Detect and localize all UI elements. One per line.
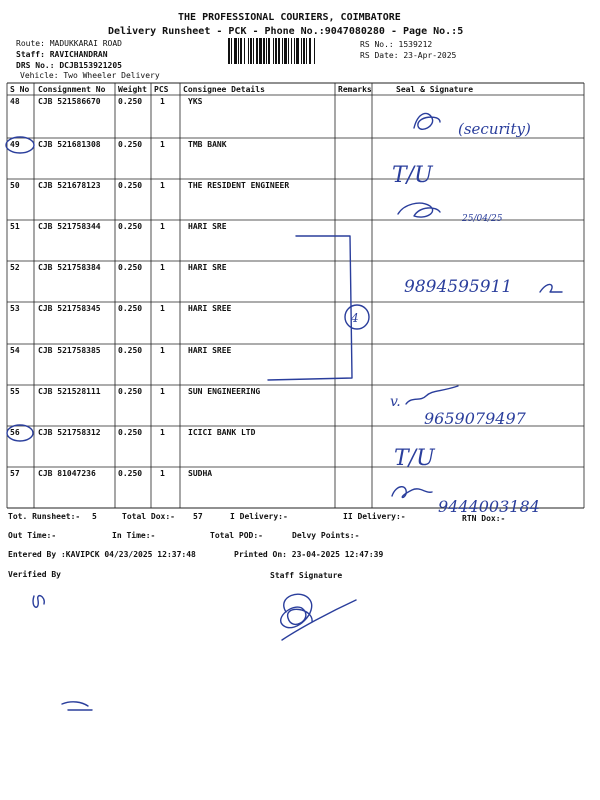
row-pcs: 1 bbox=[160, 222, 165, 231]
row-sno: 50 bbox=[10, 181, 20, 190]
row-pcs: 1 bbox=[160, 304, 165, 313]
row-weight: 0.250 bbox=[118, 263, 143, 272]
tot-runsheet-label: Tot. Runsheet:- bbox=[8, 512, 81, 521]
row-consignment-no: CJB 81047236 bbox=[38, 469, 96, 478]
row-consignment-no: CJB 521678123 bbox=[38, 181, 101, 190]
out-time: Out Time:- bbox=[8, 531, 57, 540]
row-consignee: SUDHA bbox=[188, 469, 213, 478]
row-sno: 48 bbox=[10, 97, 20, 106]
row-consignment-no: CJB 521681308 bbox=[38, 140, 101, 149]
row-consignee: SUN ENGINEERING bbox=[188, 387, 261, 396]
company-name: THE PROFESSIONAL COURIERS, COIMBATORE bbox=[178, 12, 401, 23]
row-pcs: 1 bbox=[160, 140, 165, 149]
row-pcs: 1 bbox=[160, 97, 165, 106]
row-pcs: 1 bbox=[160, 263, 165, 272]
col-header-pcs: PCS bbox=[154, 85, 169, 94]
route: Route: MADUKKARAI ROAD bbox=[16, 39, 122, 48]
row-pcs: 1 bbox=[160, 387, 165, 396]
i-delivery: I Delivery:- bbox=[230, 512, 288, 521]
printed-on: Printed On: 23-04-2025 12:47:39 bbox=[234, 550, 384, 559]
col-header-sno: S No bbox=[10, 85, 30, 94]
total-pod: Total POD:- bbox=[210, 531, 263, 540]
ink-tlu-1: T/U bbox=[392, 163, 433, 188]
ink-phone-2: 9659079497 bbox=[424, 409, 526, 428]
row-sno: 52 bbox=[10, 263, 20, 272]
row-consignee: HARI SREE bbox=[188, 304, 232, 313]
ink-v-note: v. bbox=[390, 394, 401, 410]
row-pcs: 1 bbox=[160, 428, 165, 437]
row-weight: 0.250 bbox=[118, 97, 143, 106]
row-weight: 0.250 bbox=[118, 346, 143, 355]
row-consignee: HARI SRE bbox=[188, 222, 227, 231]
staff-signature-label: Staff Signature bbox=[270, 571, 343, 580]
in-time: In Time:- bbox=[112, 531, 156, 540]
ii-delivery: II Delivery:- bbox=[343, 512, 406, 521]
entered-by: Entered By :KAVIPCK 04/23/2025 12:37:48 bbox=[8, 550, 196, 559]
col-header-remarks: Remarks bbox=[338, 85, 372, 94]
row-sno: 55 bbox=[10, 387, 20, 396]
vehicle: Vehicle: Two Wheeler Delivery bbox=[20, 71, 160, 80]
ink-phone-1: 9894595911 bbox=[404, 277, 513, 297]
total-dox-label: Total Dox:- bbox=[122, 512, 175, 521]
total-dox-value: 57 bbox=[193, 512, 203, 521]
row-consignment-no: CJB 521758384 bbox=[38, 263, 101, 272]
runsheet-subtitle: Delivery Runsheet - PCK - Phone No.:9047080280 - Page No.:5 bbox=[108, 26, 464, 37]
row-sno: 54 bbox=[10, 346, 20, 355]
row-weight: 0.250 bbox=[118, 428, 143, 437]
ink-security: (security) bbox=[458, 120, 531, 138]
row-pcs: 1 bbox=[160, 181, 165, 190]
row-weight: 0.250 bbox=[118, 222, 143, 231]
row-consignment-no: CJB 521528111 bbox=[38, 387, 101, 396]
row-consignment-no: CJB 521758385 bbox=[38, 346, 101, 355]
row-consignment-no: CJB 521758312 bbox=[38, 428, 101, 437]
row-consignee: YKS bbox=[188, 97, 203, 106]
col-header-weight: Weight bbox=[118, 85, 147, 94]
ink-tlu-2: T/U bbox=[394, 446, 435, 471]
row-consignee: HARI SREE bbox=[188, 346, 232, 355]
drs-no: DRS No.: DCJB153921205 bbox=[16, 61, 122, 70]
row-weight: 0.250 bbox=[118, 304, 143, 313]
rs-date: RS Date: 23-Apr-2025 bbox=[360, 51, 457, 60]
col-header-consignment: Consignment No bbox=[38, 85, 106, 94]
row-consignment-no: CJB 521758345 bbox=[38, 304, 101, 313]
row-sno: 49 bbox=[10, 140, 20, 149]
delvy-points: Delvy Points:- bbox=[292, 531, 360, 540]
row-consignee: TMB BANK bbox=[188, 140, 227, 149]
row-pcs: 1 bbox=[160, 469, 165, 478]
ink-phone-3: 9444003184 bbox=[438, 497, 540, 516]
ink-date-note: 25/04/25 bbox=[462, 214, 503, 224]
col-header-consignee: Consignee Details bbox=[183, 85, 265, 94]
row-sno: 51 bbox=[10, 222, 20, 231]
rs-no: RS No.: 1539212 bbox=[360, 40, 433, 49]
row-weight: 0.250 bbox=[118, 140, 143, 149]
row-sno: 56 bbox=[10, 428, 20, 437]
row-weight: 0.250 bbox=[118, 469, 143, 478]
row-weight: 0.250 bbox=[118, 387, 143, 396]
row-consignee: THE RESIDENT ENGINEER bbox=[188, 181, 290, 190]
tot-runsheet-value: 5 bbox=[92, 512, 97, 521]
ink-num-4: 4 bbox=[351, 311, 359, 325]
verified-by: Verified By bbox=[8, 570, 61, 579]
row-consignee: ICICI BANK LTD bbox=[188, 428, 256, 437]
col-header-seal-signature: Seal & Signature bbox=[396, 85, 474, 94]
rtn-dox: RTN Dox:- bbox=[462, 514, 506, 523]
row-weight: 0.250 bbox=[118, 181, 143, 190]
row-sno: 57 bbox=[10, 469, 20, 478]
row-pcs: 1 bbox=[160, 346, 165, 355]
row-consignment-no: CJB 521586670 bbox=[38, 97, 101, 106]
row-consignee: HARI SRE bbox=[188, 263, 227, 272]
staff: Staff: RAVICHANDRAN bbox=[16, 50, 108, 59]
row-consignment-no: CJB 521758344 bbox=[38, 222, 101, 231]
row-sno: 53 bbox=[10, 304, 20, 313]
